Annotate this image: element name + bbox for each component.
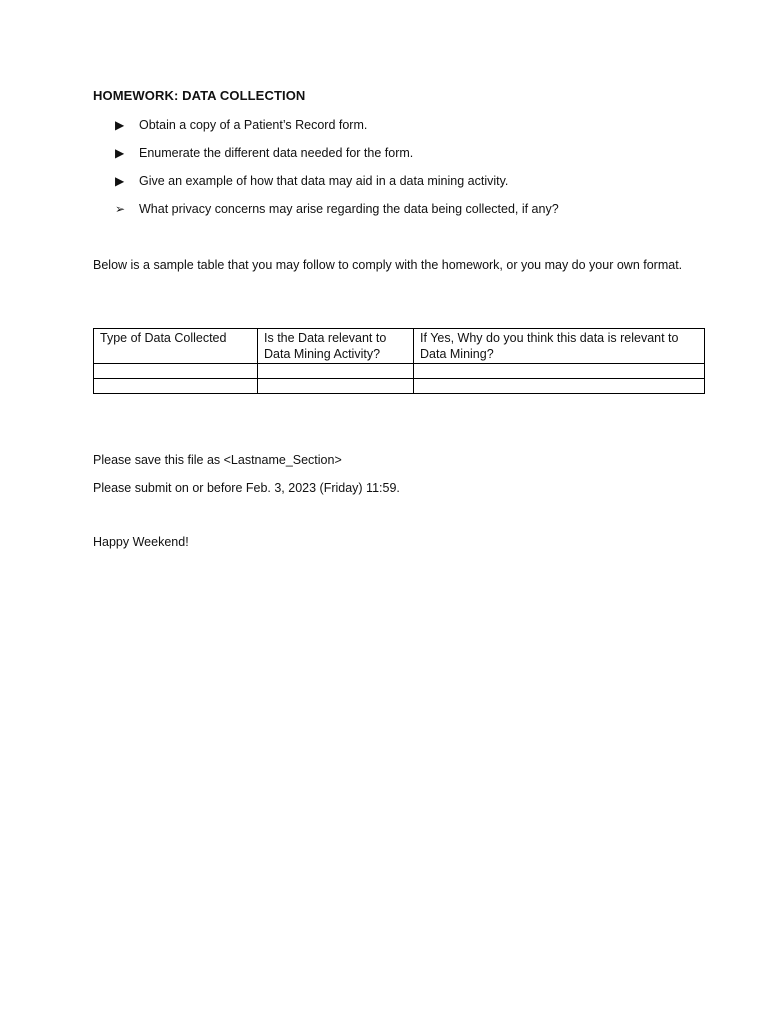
solid-triangle-bullet-icon: ▶ xyxy=(115,118,125,132)
list-item-text: Give an example of how that data may aid in a data mining activity. xyxy=(139,174,509,188)
closing-line: Happy Weekend! xyxy=(93,535,189,549)
intro-paragraph: Below is a sample table that you may follow to comply with the homework, or you may do your own format. xyxy=(93,258,683,272)
table-header-cell: If Yes, Why do you think this data is relevant to Data Mining? xyxy=(414,329,705,364)
table-header-cell: Type of Data Collected xyxy=(94,329,258,364)
table-row xyxy=(94,379,705,394)
arrowhead-bullet-icon: ➢ xyxy=(115,202,126,216)
solid-triangle-bullet-icon: ▶ xyxy=(115,146,125,160)
table-cell xyxy=(414,364,705,379)
sample-table xyxy=(93,328,705,394)
table-cell xyxy=(94,379,258,394)
table-cell xyxy=(258,379,414,394)
submit-instruction: Please submit on or before Feb. 3, 2023 (Friday) 11:59. xyxy=(93,481,400,495)
table-cell xyxy=(94,364,258,379)
table-header-cell: Is the Data relevant to Data Mining Activity? xyxy=(258,329,414,364)
save-instruction: Please save this file as <Lastname_Section> xyxy=(93,453,342,467)
list-item-text: Enumerate the different data needed for the form. xyxy=(139,146,414,160)
document-title: HOMEWORK: DATA COLLECTION xyxy=(93,88,306,103)
table-row xyxy=(94,364,705,379)
table-header-row xyxy=(94,329,705,364)
table-cell xyxy=(414,379,705,394)
table-cell xyxy=(258,364,414,379)
list-item-text: Obtain a copy of a Patient’s Record form. xyxy=(139,118,368,132)
list-item-text: What privacy concerns may arise regarding the data being collected, if any? xyxy=(139,202,559,216)
solid-triangle-bullet-icon: ▶ xyxy=(115,174,125,188)
